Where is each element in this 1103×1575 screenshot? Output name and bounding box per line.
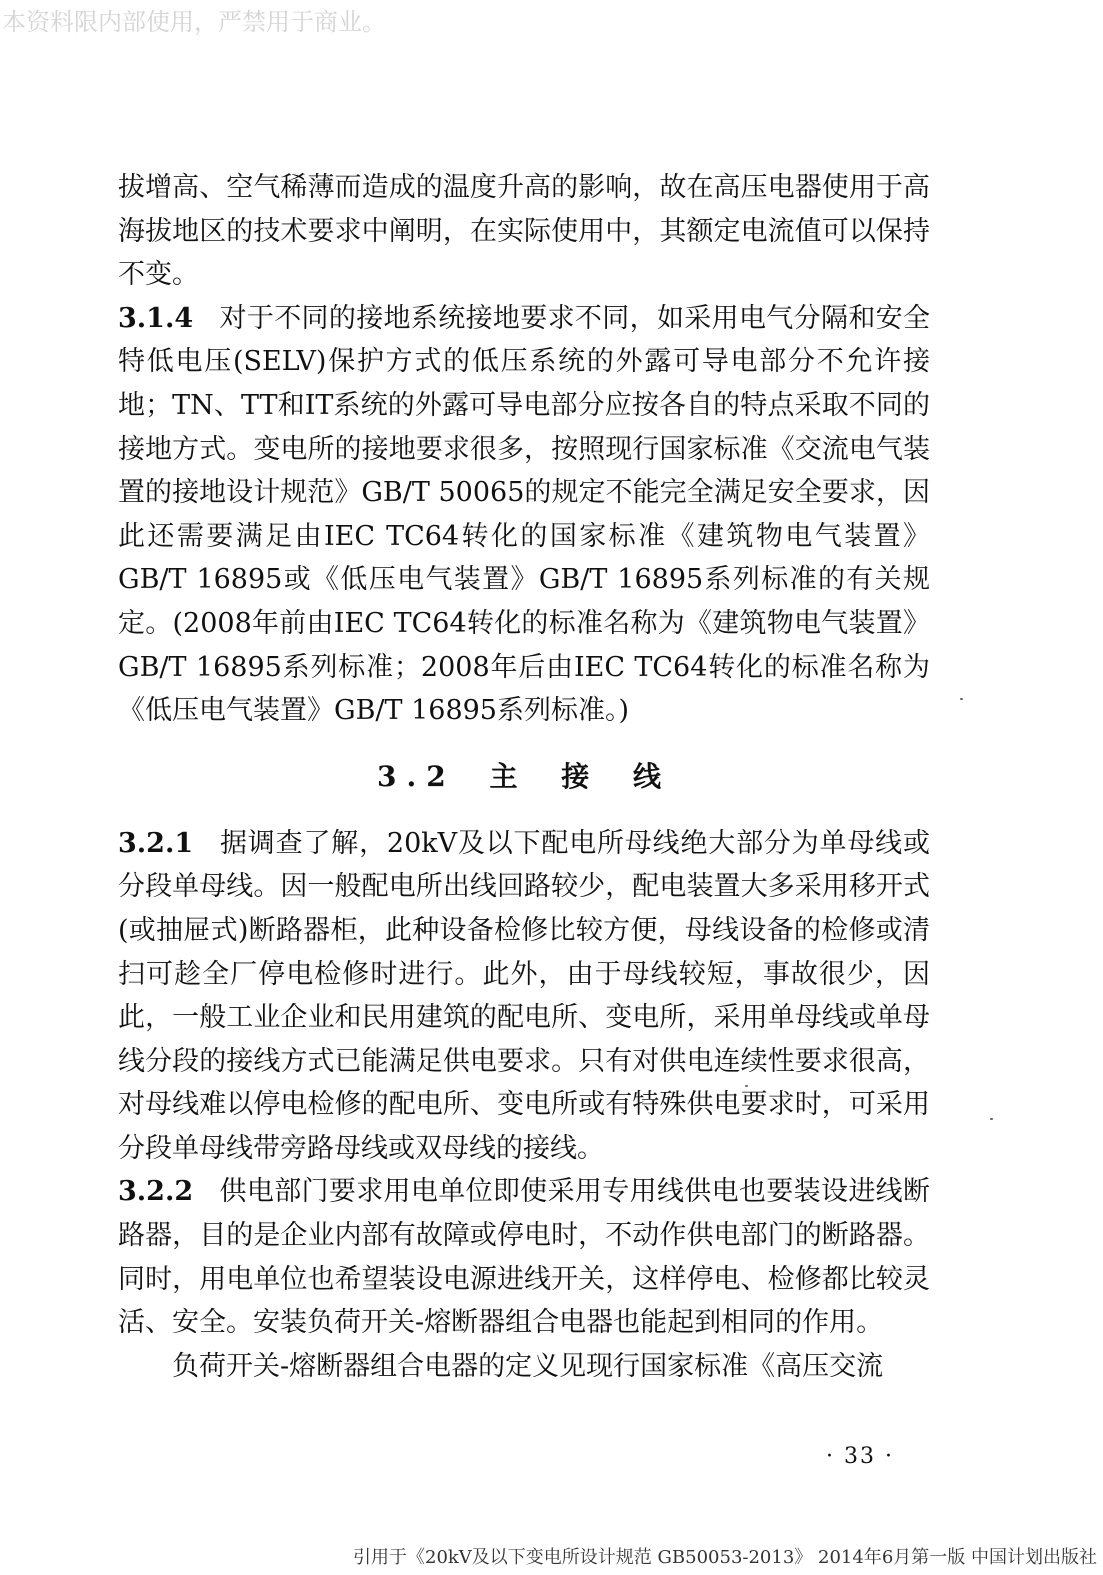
- watermark: 本资料限内部使用，严禁用于商业。: [2, 8, 386, 36]
- clause-number: 3.2.1: [118, 827, 194, 859]
- paragraph-indented: [118, 1345, 930, 1389]
- paragraph-text: 供电部门要求用电单位即使采用专用线供电也要装设进线断路器，目的是企业内部有故障或停电时，不动作供电部门的断路器。同时，用电单位也希望装设电源进线开关，这样停电、检修都比较灵活、安全。安装负荷开关-熔断器组合电器也能起到相同的作用。: [118, 1176, 930, 1339]
- scan-speck: [990, 1118, 993, 1120]
- clause-3-1-4: [118, 297, 930, 733]
- paragraph-text: 拔增高、空气稀薄而造成的温度升高的影响，故在高压电器使用于高海拔地区的技术要求中阐明，在实际使用中，其额定电流值可以保持不变。: [118, 172, 930, 291]
- section-heading: 3.2 主 接 线: [377, 759, 671, 793]
- paragraph-text: 对于不同的接地系统接地要求不同，如采用电气分隔和安全特低电压(SELV)保护方式的低压系统的外露可导电部分不允许接地；TN、TT和IT系统的外露可导电部分应按各自的特点采取不同的接地方式。变电所的接地要求很多，按照现行国家标准《交流电气装置的接地设计规范》GB/T 50065的规定不能完全满足安全要求，因此还需要满足由IEC TC64转化的国家标准《建筑物电气装置》GB/T 16895或《低压电气装置》GB/T 16895系列标准的有关规定。(2008年前由IEC TC64转化的标准名称为《建筑物电气装置》GB/T 16895系列标准；2008年后由IEC TC64转化的标准名称为《低压电气装置》GB/T 16895系列标准。): [118, 302, 930, 727]
- paragraph-text: 据调查了解，20kV及以下配电所母线绝大部分为单母线或分段单母线。因一般配电所出线回路较少，配电装置大多采用移开式(或抽屉式)断路器柜，此种设备检修比较方便，母线设备的检修或清扫可趁全厂停电检修时进行。此外，由于母线较短，事故很少，因此，一般工业企业和民用建筑的配电所、变电所，采用单母线或单母线分段的接线方式已能满足供电要求。只有对供电连续性要求很高，对母线难以停电检修的配电所、变电所或有特殊供电要求时，可采用分段单母线带旁路母线或双母线的接线。: [118, 827, 930, 1164]
- page-number: · 33 ·: [826, 1444, 894, 1469]
- scan-speck: [960, 698, 963, 700]
- paragraph-continued: [118, 166, 930, 297]
- scan-speck: [745, 1085, 748, 1087]
- clause-number: 3.1.4: [118, 302, 194, 334]
- paragraph-text: 负荷开关-熔断器组合电器的定义见现行国家标准《高压交流: [172, 1350, 884, 1382]
- page-body: [118, 166, 930, 1388]
- citation-footer: 引用于《20kV及以下变电所设计规范 GB50053-2013》 2014年6月第一版 中国计划出版社: [353, 1547, 1097, 1568]
- clause-number: 3.2.2: [118, 1176, 194, 1208]
- clause-3-2-1: [118, 822, 930, 1171]
- clause-3-2-2: [118, 1170, 930, 1344]
